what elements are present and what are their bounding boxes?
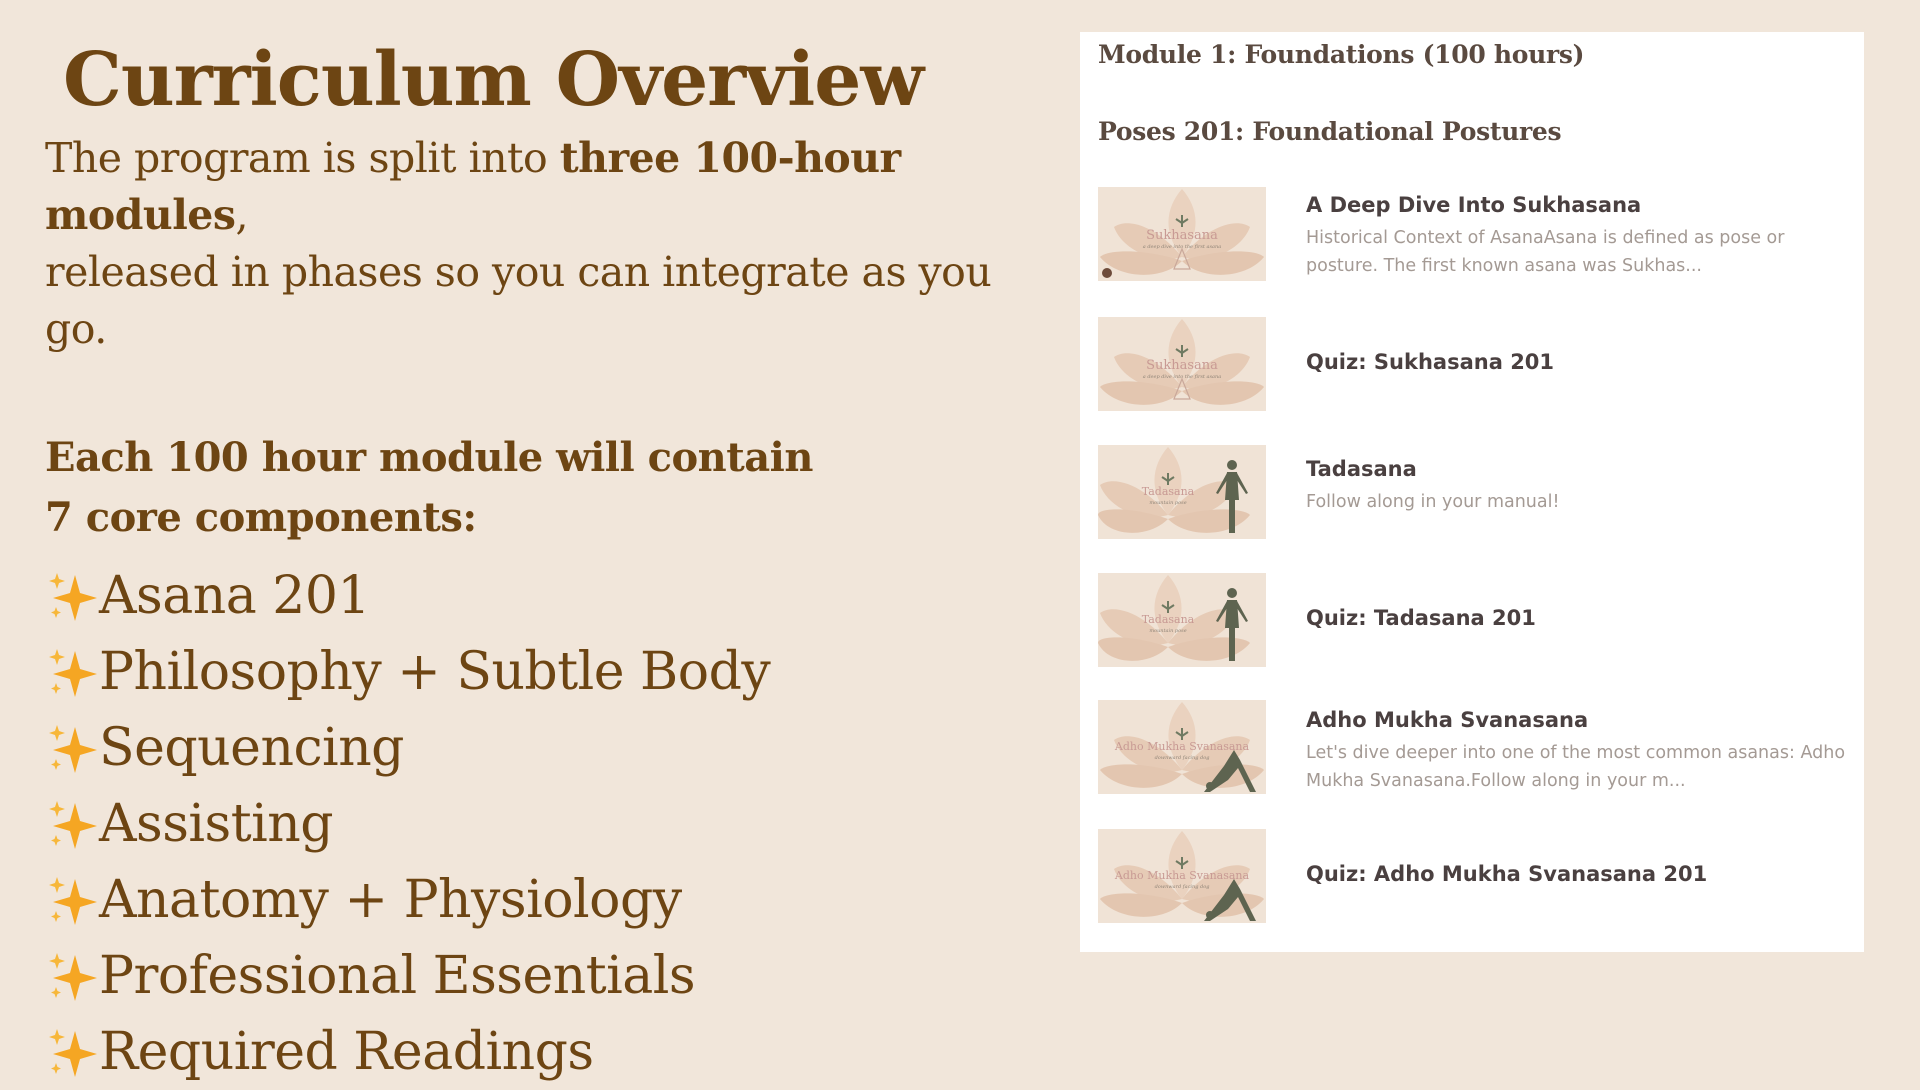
sparkles-icon: [45, 645, 99, 699]
module-title[interactable]: Module 1: Foundations (100 hours): [1098, 40, 1585, 69]
thumb-label: Tadasana: [1141, 613, 1195, 626]
lesson-title[interactable]: Tadasana: [1306, 457, 1417, 481]
lesson-thumbnail[interactable]: [1098, 700, 1266, 794]
intro-line2: released in phases so you can integrate as you go.: [45, 248, 992, 353]
thumb-sub: mountain pose: [1149, 500, 1187, 506]
intro-text: [45, 130, 1045, 358]
lesson-thumbnail[interactable]: [1098, 187, 1266, 281]
component-item: [45, 710, 1045, 786]
lesson-title[interactable]: Quiz: Tadasana 201: [1306, 606, 1536, 630]
thumb-sub: a deep dive into the first asana: [1142, 244, 1222, 250]
lesson-desc-line2: posture. The first known asana was Sukhas...: [1306, 256, 1702, 276]
component-label: Asana 201: [99, 566, 371, 626]
component-item: [45, 938, 1045, 1014]
lesson-title[interactable]: Quiz: Sukhasana 201: [1306, 350, 1555, 374]
sparkles-icon: [45, 797, 99, 851]
lesson-item[interactable]: [1098, 573, 1848, 669]
intro-part1: The program is split into: [45, 134, 560, 182]
sparkles-icon: [45, 1025, 99, 1079]
component-item: [45, 1014, 1045, 1090]
lesson-thumbnail[interactable]: [1098, 573, 1266, 667]
lesson-description: [1306, 739, 1846, 795]
component-label: Required Readings: [99, 1022, 594, 1082]
thumb-label: Sukhasana: [1146, 358, 1218, 373]
thumb-sub: mountain pose: [1149, 628, 1187, 634]
components-heading-line2: 7 core components:: [45, 494, 477, 541]
component-label: Philosophy + Subtle Body: [99, 642, 771, 702]
lesson-description: [1306, 488, 1846, 516]
component-label: Sequencing: [99, 718, 404, 778]
lesson-thumbnail[interactable]: [1098, 829, 1266, 923]
lesson-desc-line1: Let's dive deeper into one of the most common asanas: Adho: [1306, 743, 1846, 763]
components-list: [45, 558, 1045, 1090]
lesson-desc-line1: Follow along in your manual!: [1306, 492, 1560, 512]
lesson-item[interactable]: [1098, 829, 1848, 925]
sparkles-icon: [45, 721, 99, 775]
lesson-thumbnail[interactable]: [1098, 445, 1266, 539]
course-outline-panel: [1080, 32, 1864, 952]
lesson-desc-line1: Historical Context of AsanaAsana is defined as pose or: [1306, 228, 1785, 248]
lesson-item[interactable]: [1098, 187, 1848, 283]
thumb-sub: downward facing dog: [1154, 884, 1210, 890]
lesson-desc-line2: Mukha Svanasana.Follow along in your m...: [1306, 771, 1686, 791]
thumb-label: Tadasana: [1141, 485, 1195, 498]
lesson-title[interactable]: A Deep Dive Into Sukhasana: [1306, 193, 1642, 217]
sparkles-icon: [45, 873, 99, 927]
component-item: [45, 786, 1045, 862]
intro-bold: three 100-hour modules: [45, 134, 901, 239]
section-title[interactable]: Poses 201: Foundational Postures: [1098, 117, 1562, 146]
component-label: Assisting: [99, 794, 334, 854]
lesson-thumbnail[interactable]: [1098, 317, 1266, 411]
curriculum-overview-section: [45, 30, 1045, 1090]
lesson-title[interactable]: Quiz: Adho Mukha Svanasana 201: [1306, 862, 1708, 886]
thumb-label: Adho Mukha Svanasana: [1114, 740, 1250, 753]
component-item: [45, 862, 1045, 938]
sparkles-icon: [45, 949, 99, 1003]
thumb-label: Sukhasana: [1146, 228, 1218, 243]
components-heading-line1: Each 100 hour module will contain: [45, 434, 813, 481]
intro-part2: ,: [235, 191, 248, 239]
component-item: [45, 558, 1045, 634]
thumb-sub: downward facing dog: [1154, 755, 1210, 761]
lesson-item[interactable]: [1098, 317, 1848, 413]
lesson-title[interactable]: Adho Mukha Svanasana: [1306, 708, 1589, 732]
page-title: Curriculum Overview: [63, 37, 924, 123]
component-label: Professional Essentials: [99, 946, 696, 1006]
sparkles-icon: [45, 569, 99, 623]
components-heading: [45, 428, 1045, 548]
lesson-item[interactable]: [1098, 700, 1848, 796]
component-label: Anatomy + Physiology: [99, 870, 682, 930]
component-item: [45, 634, 1045, 710]
thumb-label: Adho Mukha Svanasana: [1114, 869, 1250, 882]
lesson-item[interactable]: [1098, 445, 1848, 541]
lesson-description: [1306, 224, 1846, 280]
thumb-sub: a deep dive into the first asana: [1142, 374, 1222, 380]
